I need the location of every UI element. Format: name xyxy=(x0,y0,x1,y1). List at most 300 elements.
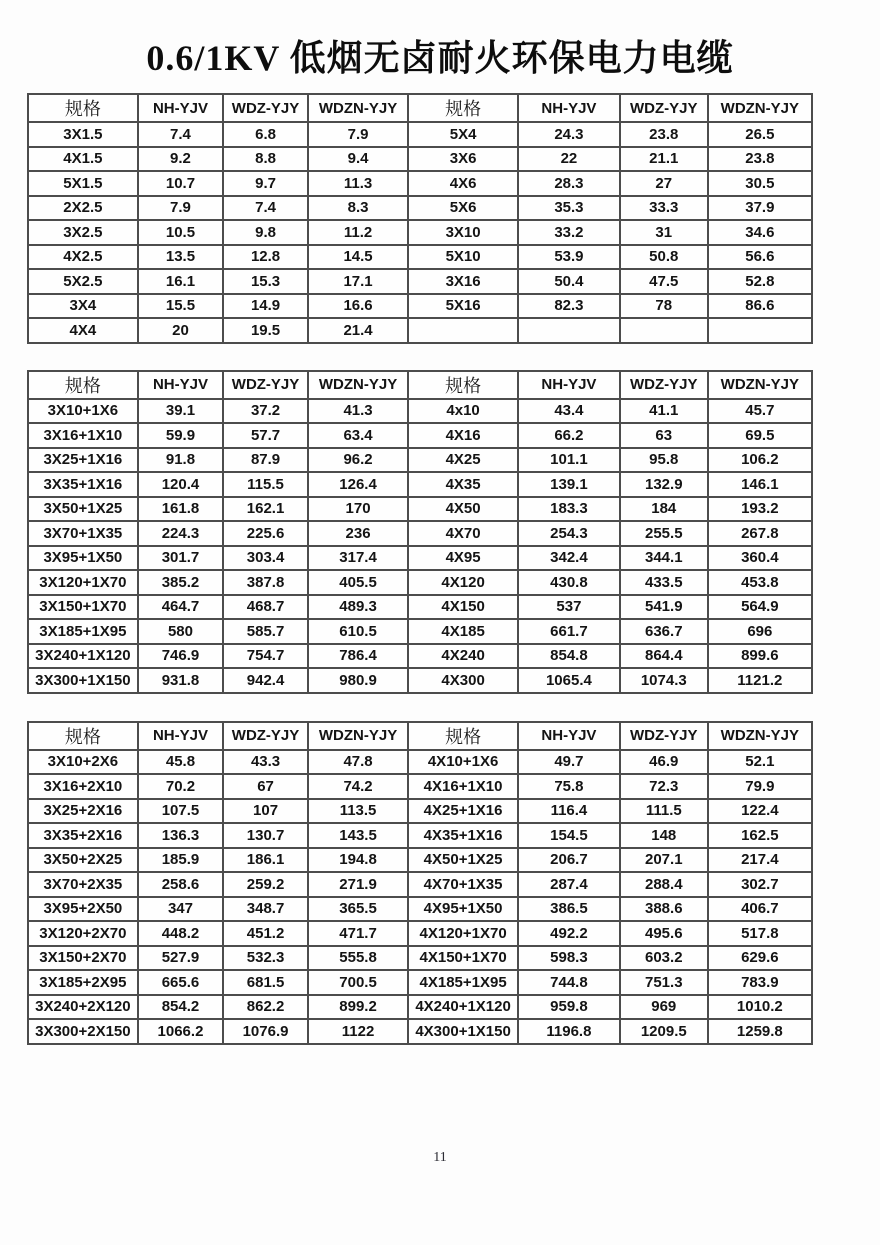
table-row xyxy=(28,823,812,848)
spec-cell: 3X4 xyxy=(28,294,138,319)
spec-cell: 3X50+2X25 xyxy=(28,848,138,873)
header-row xyxy=(28,94,812,122)
value-cell: 136.3 xyxy=(138,823,223,848)
value-cell: 899.6 xyxy=(708,644,812,669)
value-cell: 162.5 xyxy=(708,823,812,848)
value-cell: 122.4 xyxy=(708,799,812,824)
table-row xyxy=(28,644,812,669)
value-cell: 899.2 xyxy=(308,995,408,1020)
value-cell: 70.2 xyxy=(138,774,223,799)
value-cell: 448.2 xyxy=(138,921,223,946)
value-cell: 405.5 xyxy=(308,570,408,595)
type-column-header: NH-YJV xyxy=(138,371,223,399)
value-cell: 52.1 xyxy=(708,750,812,775)
value-cell: 185.9 xyxy=(138,848,223,873)
table-row xyxy=(28,595,812,620)
value-cell: 183.3 xyxy=(518,497,620,522)
value-cell: 161.8 xyxy=(138,497,223,522)
value-cell: 19.5 xyxy=(223,318,308,343)
value-cell: 82.3 xyxy=(518,294,620,319)
spec-cell: 3X10+2X6 xyxy=(28,750,138,775)
spec-cell: 3X10 xyxy=(408,220,518,245)
table-row xyxy=(28,848,812,873)
value-cell: 10.7 xyxy=(138,171,223,196)
value-cell: 7.4 xyxy=(138,122,223,147)
value-cell: 532.3 xyxy=(223,946,308,971)
value-cell: 603.2 xyxy=(620,946,708,971)
value-cell: 207.1 xyxy=(620,848,708,873)
value-cell: 1259.8 xyxy=(708,1019,812,1044)
spec-cell: 4X1.5 xyxy=(28,147,138,172)
spec-cell: 4x10 xyxy=(408,399,518,424)
value-cell: 959.8 xyxy=(518,995,620,1020)
type-column-header: WDZN-YJY xyxy=(308,722,408,750)
value-cell: 13.5 xyxy=(138,245,223,270)
spec-cell: 3X185+1X95 xyxy=(28,619,138,644)
value-cell: 7.9 xyxy=(308,122,408,147)
value-cell: 193.2 xyxy=(708,497,812,522)
spec-cell: 3X185+2X95 xyxy=(28,970,138,995)
value-cell: 120.4 xyxy=(138,472,223,497)
type-column-header: WDZ-YJY xyxy=(223,94,308,122)
value-cell: 580 xyxy=(138,619,223,644)
value-cell: 11.3 xyxy=(308,171,408,196)
table-row xyxy=(28,521,812,546)
value-cell: 746.9 xyxy=(138,644,223,669)
value-cell: 301.7 xyxy=(138,546,223,571)
spec-cell: 4X50+1X25 xyxy=(408,848,518,873)
value-cell: 184 xyxy=(620,497,708,522)
value-cell: 126.4 xyxy=(308,472,408,497)
spec-cell: 4X25 xyxy=(408,448,518,473)
value-cell: 79.9 xyxy=(708,774,812,799)
value-cell: 8.8 xyxy=(223,147,308,172)
spec-cell: 3X50+1X25 xyxy=(28,497,138,522)
table-row xyxy=(28,799,812,824)
value-cell: 53.9 xyxy=(518,245,620,270)
value-cell: 342.4 xyxy=(518,546,620,571)
value-cell: 751.3 xyxy=(620,970,708,995)
value-cell: 20 xyxy=(138,318,223,343)
value-cell: 661.7 xyxy=(518,619,620,644)
value-cell: 43.3 xyxy=(223,750,308,775)
spec-cell: 3X240+2X120 xyxy=(28,995,138,1020)
value-cell: 585.7 xyxy=(223,619,308,644)
spec-cell: 3X120+2X70 xyxy=(28,921,138,946)
value-cell: 365.5 xyxy=(308,897,408,922)
spec-cell: 3X16 xyxy=(408,269,518,294)
value-cell: 15.3 xyxy=(223,269,308,294)
spec-cell: 3X10+1X6 xyxy=(28,399,138,424)
spec-cell: 3X6 xyxy=(408,147,518,172)
spec-column-header: 规格 xyxy=(28,371,138,399)
value-cell: 527.9 xyxy=(138,946,223,971)
value-cell: 453.8 xyxy=(708,570,812,595)
value-cell: 9.2 xyxy=(138,147,223,172)
value-cell: 387.8 xyxy=(223,570,308,595)
value-cell: 14.5 xyxy=(308,245,408,270)
spec-cell: 4X240 xyxy=(408,644,518,669)
value-cell: 555.8 xyxy=(308,946,408,971)
value-cell: 598.3 xyxy=(518,946,620,971)
value-cell: 96.2 xyxy=(308,448,408,473)
value-cell: 130.7 xyxy=(223,823,308,848)
table-row xyxy=(28,668,812,693)
value-cell: 63.4 xyxy=(308,423,408,448)
spec-cell: 3X35+2X16 xyxy=(28,823,138,848)
value-cell: 464.7 xyxy=(138,595,223,620)
spec-cell: 4X300+1X150 xyxy=(408,1019,518,1044)
spec-cell: 4X16+1X10 xyxy=(408,774,518,799)
spec-column-header: 规格 xyxy=(28,94,138,122)
value-cell: 629.6 xyxy=(708,946,812,971)
table-row xyxy=(28,546,812,571)
spec-cell: 2X2.5 xyxy=(28,196,138,221)
type-column-header: WDZN-YJY xyxy=(708,371,812,399)
value-cell: 33.2 xyxy=(518,220,620,245)
value-cell: 41.3 xyxy=(308,399,408,424)
value-cell: 489.3 xyxy=(308,595,408,620)
value-cell: 1121.2 xyxy=(708,668,812,693)
spec-column-header: 规格 xyxy=(28,722,138,750)
spec-cell: 3X35+1X16 xyxy=(28,472,138,497)
header-row xyxy=(28,371,812,399)
type-column-header: NH-YJV xyxy=(518,94,620,122)
spec-cell: 3X16+1X10 xyxy=(28,423,138,448)
header-row xyxy=(28,722,812,750)
value-cell: 22 xyxy=(518,147,620,172)
spec-cell: 5X1.5 xyxy=(28,171,138,196)
value-cell: 430.8 xyxy=(518,570,620,595)
value-cell: 57.7 xyxy=(223,423,308,448)
value-cell: 9.8 xyxy=(223,220,308,245)
value-cell: 115.5 xyxy=(223,472,308,497)
spec-column-header: 规格 xyxy=(408,371,518,399)
table-row xyxy=(28,970,812,995)
value-cell: 16.6 xyxy=(308,294,408,319)
type-column-header: WDZ-YJY xyxy=(620,722,708,750)
type-column-header: WDZ-YJY xyxy=(620,94,708,122)
value-cell: 194.8 xyxy=(308,848,408,873)
spec-column-header: 规格 xyxy=(408,94,518,122)
spec-cell: 4X4 xyxy=(28,318,138,343)
cable-spec-table-2 xyxy=(27,370,813,694)
spec-cell: 4X150+1X70 xyxy=(408,946,518,971)
table-row xyxy=(28,423,812,448)
table-row xyxy=(28,147,812,172)
value-cell: 406.7 xyxy=(708,897,812,922)
value-cell: 864.4 xyxy=(620,644,708,669)
spec-cell: 3X300+1X150 xyxy=(28,668,138,693)
value-cell: 471.7 xyxy=(308,921,408,946)
value-cell: 113.5 xyxy=(308,799,408,824)
table-row xyxy=(28,196,812,221)
spec-cell: 5X16 xyxy=(408,294,518,319)
value-cell: 69.5 xyxy=(708,423,812,448)
value-cell: 451.2 xyxy=(223,921,308,946)
value-cell: 12.8 xyxy=(223,245,308,270)
value-cell: 91.8 xyxy=(138,448,223,473)
spec-cell: 4X95+1X50 xyxy=(408,897,518,922)
value-cell: 41.1 xyxy=(620,399,708,424)
value-cell: 10.5 xyxy=(138,220,223,245)
spec-cell: 4X120 xyxy=(408,570,518,595)
value-cell: 49.7 xyxy=(518,750,620,775)
value-cell: 72.3 xyxy=(620,774,708,799)
value-cell: 317.4 xyxy=(308,546,408,571)
value-cell: 665.6 xyxy=(138,970,223,995)
value-cell: 303.4 xyxy=(223,546,308,571)
spec-cell: 3X16+2X10 xyxy=(28,774,138,799)
value-cell: 11.2 xyxy=(308,220,408,245)
value-cell: 348.7 xyxy=(223,897,308,922)
table-row xyxy=(28,619,812,644)
type-column-header: WDZN-YJY xyxy=(308,94,408,122)
value-cell: 86.6 xyxy=(708,294,812,319)
value-cell: 980.9 xyxy=(308,668,408,693)
value-cell: 59.9 xyxy=(138,423,223,448)
type-column-header: WDZ-YJY xyxy=(223,371,308,399)
type-column-header: NH-YJV xyxy=(518,371,620,399)
value-cell: 9.4 xyxy=(308,147,408,172)
value-cell: 854.2 xyxy=(138,995,223,1020)
table-row xyxy=(28,774,812,799)
value-cell: 87.9 xyxy=(223,448,308,473)
value-cell: 111.5 xyxy=(620,799,708,824)
type-column-header: WDZN-YJY xyxy=(308,371,408,399)
spec-cell: 4X6 xyxy=(408,171,518,196)
table-row xyxy=(28,318,812,343)
value-cell: 47.8 xyxy=(308,750,408,775)
type-column-header: WDZ-YJY xyxy=(223,722,308,750)
value-cell: 24.3 xyxy=(518,122,620,147)
table-row xyxy=(28,269,812,294)
value-cell: 45.7 xyxy=(708,399,812,424)
value-cell: 16.1 xyxy=(138,269,223,294)
value-cell: 23.8 xyxy=(708,147,812,172)
table-row xyxy=(28,448,812,473)
value-cell: 495.6 xyxy=(620,921,708,946)
value-cell: 942.4 xyxy=(223,668,308,693)
spec-cell xyxy=(408,318,518,343)
value-cell: 116.4 xyxy=(518,799,620,824)
value-cell: 28.3 xyxy=(518,171,620,196)
value-cell: 1066.2 xyxy=(138,1019,223,1044)
value-cell: 33.3 xyxy=(620,196,708,221)
value-cell: 26.5 xyxy=(708,122,812,147)
table-row xyxy=(28,497,812,522)
value-cell: 786.4 xyxy=(308,644,408,669)
value-cell: 1076.9 xyxy=(223,1019,308,1044)
spec-cell: 4X2.5 xyxy=(28,245,138,270)
value-cell: 17.1 xyxy=(308,269,408,294)
value-cell: 258.6 xyxy=(138,872,223,897)
value-cell: 754.7 xyxy=(223,644,308,669)
spec-cell: 4X185+1X95 xyxy=(408,970,518,995)
value-cell: 969 xyxy=(620,995,708,1020)
spec-cell: 4X16 xyxy=(408,423,518,448)
spec-cell: 4X70 xyxy=(408,521,518,546)
spec-cell: 5X10 xyxy=(408,245,518,270)
value-cell: 56.6 xyxy=(708,245,812,270)
value-cell: 862.2 xyxy=(223,995,308,1020)
value-cell: 1010.2 xyxy=(708,995,812,1020)
spec-cell: 5X6 xyxy=(408,196,518,221)
value-cell: 107.5 xyxy=(138,799,223,824)
spec-cell: 3X120+1X70 xyxy=(28,570,138,595)
value-cell: 744.8 xyxy=(518,970,620,995)
value-cell: 78 xyxy=(620,294,708,319)
value-cell: 63 xyxy=(620,423,708,448)
value-cell: 271.9 xyxy=(308,872,408,897)
spec-cell: 3X95+1X50 xyxy=(28,546,138,571)
table-row xyxy=(28,570,812,595)
value-cell: 27 xyxy=(620,171,708,196)
value-cell: 288.4 xyxy=(620,872,708,897)
spec-cell: 4X25+1X16 xyxy=(408,799,518,824)
value-cell: 217.4 xyxy=(708,848,812,873)
value-cell: 1065.4 xyxy=(518,668,620,693)
value-cell: 47.5 xyxy=(620,269,708,294)
spec-cell: 4X120+1X70 xyxy=(408,921,518,946)
value-cell: 388.6 xyxy=(620,897,708,922)
value-cell: 35.3 xyxy=(518,196,620,221)
value-cell: 1209.5 xyxy=(620,1019,708,1044)
value-cell: 21.4 xyxy=(308,318,408,343)
spec-cell: 4X50 xyxy=(408,497,518,522)
value-cell: 696 xyxy=(708,619,812,644)
value-cell: 236 xyxy=(308,521,408,546)
value-cell: 931.8 xyxy=(138,668,223,693)
spec-cell: 3X1.5 xyxy=(28,122,138,147)
type-column-header: NH-YJV xyxy=(518,722,620,750)
value-cell: 636.7 xyxy=(620,619,708,644)
value-cell: 254.3 xyxy=(518,521,620,546)
spec-column-header: 规格 xyxy=(408,722,518,750)
value-cell: 854.8 xyxy=(518,644,620,669)
value-cell: 43.4 xyxy=(518,399,620,424)
value-cell: 37.9 xyxy=(708,196,812,221)
value-cell: 492.2 xyxy=(518,921,620,946)
value-cell: 39.1 xyxy=(138,399,223,424)
spec-cell: 5X2.5 xyxy=(28,269,138,294)
spec-cell: 4X150 xyxy=(408,595,518,620)
spec-cell: 3X150+2X70 xyxy=(28,946,138,971)
spec-cell: 4X95 xyxy=(408,546,518,571)
spec-cell: 5X4 xyxy=(408,122,518,147)
value-cell: 344.1 xyxy=(620,546,708,571)
value-cell: 50.4 xyxy=(518,269,620,294)
value-cell xyxy=(708,318,812,343)
spec-cell: 4X35 xyxy=(408,472,518,497)
value-cell: 1074.3 xyxy=(620,668,708,693)
value-cell: 37.2 xyxy=(223,399,308,424)
type-column-header: NH-YJV xyxy=(138,94,223,122)
spec-cell: 3X70+2X35 xyxy=(28,872,138,897)
value-cell: 224.3 xyxy=(138,521,223,546)
value-cell: 7.9 xyxy=(138,196,223,221)
value-cell: 146.1 xyxy=(708,472,812,497)
value-cell: 154.5 xyxy=(518,823,620,848)
value-cell: 23.8 xyxy=(620,122,708,147)
value-cell: 700.5 xyxy=(308,970,408,995)
value-cell: 148 xyxy=(620,823,708,848)
spec-cell: 4X185 xyxy=(408,619,518,644)
spec-cell: 3X150+1X70 xyxy=(28,595,138,620)
type-column-header: WDZN-YJY xyxy=(708,94,812,122)
table-row xyxy=(28,1019,812,1044)
spec-cell: 4X70+1X35 xyxy=(408,872,518,897)
table-row xyxy=(28,946,812,971)
value-cell: 21.1 xyxy=(620,147,708,172)
table-row xyxy=(28,872,812,897)
value-cell: 8.3 xyxy=(308,196,408,221)
value-cell: 45.8 xyxy=(138,750,223,775)
value-cell xyxy=(518,318,620,343)
spec-cell: 4X35+1X16 xyxy=(408,823,518,848)
table-row xyxy=(28,171,812,196)
value-cell: 52.8 xyxy=(708,269,812,294)
value-cell: 360.4 xyxy=(708,546,812,571)
value-cell: 30.5 xyxy=(708,171,812,196)
value-cell: 347 xyxy=(138,897,223,922)
value-cell: 564.9 xyxy=(708,595,812,620)
table-row xyxy=(28,995,812,1020)
table-row xyxy=(28,921,812,946)
value-cell: 267.8 xyxy=(708,521,812,546)
value-cell: 537 xyxy=(518,595,620,620)
value-cell: 206.7 xyxy=(518,848,620,873)
table-row xyxy=(28,472,812,497)
page-title: 0.6/1KV 低烟无卤耐火环保电力电缆 xyxy=(146,38,734,78)
type-column-header: WDZ-YJY xyxy=(620,371,708,399)
value-cell: 34.6 xyxy=(708,220,812,245)
value-cell: 107 xyxy=(223,799,308,824)
spec-cell: 4X240+1X120 xyxy=(408,995,518,1020)
table-row xyxy=(28,294,812,319)
value-cell: 433.5 xyxy=(620,570,708,595)
value-cell: 517.8 xyxy=(708,921,812,946)
spec-cell: 3X25+2X16 xyxy=(28,799,138,824)
spec-cell: 3X70+1X35 xyxy=(28,521,138,546)
value-cell: 186.1 xyxy=(223,848,308,873)
cable-spec-table-1 xyxy=(27,93,813,344)
table-row xyxy=(28,750,812,775)
value-cell: 170 xyxy=(308,497,408,522)
spec-cell: 4X300 xyxy=(408,668,518,693)
value-cell: 259.2 xyxy=(223,872,308,897)
value-cell: 287.4 xyxy=(518,872,620,897)
value-cell: 132.9 xyxy=(620,472,708,497)
value-cell: 66.2 xyxy=(518,423,620,448)
value-cell: 783.9 xyxy=(708,970,812,995)
table-row xyxy=(28,399,812,424)
value-cell: 101.1 xyxy=(518,448,620,473)
value-cell: 6.8 xyxy=(223,122,308,147)
value-cell: 95.8 xyxy=(620,448,708,473)
value-cell: 541.9 xyxy=(620,595,708,620)
value-cell: 162.1 xyxy=(223,497,308,522)
value-cell: 75.8 xyxy=(518,774,620,799)
page-number: 11 xyxy=(433,1150,447,1165)
value-cell: 139.1 xyxy=(518,472,620,497)
spec-cell: 3X240+1X120 xyxy=(28,644,138,669)
value-cell: 143.5 xyxy=(308,823,408,848)
cable-spec-table-3 xyxy=(27,721,813,1045)
value-cell: 1122 xyxy=(308,1019,408,1044)
table-row xyxy=(28,897,812,922)
value-cell: 50.8 xyxy=(620,245,708,270)
